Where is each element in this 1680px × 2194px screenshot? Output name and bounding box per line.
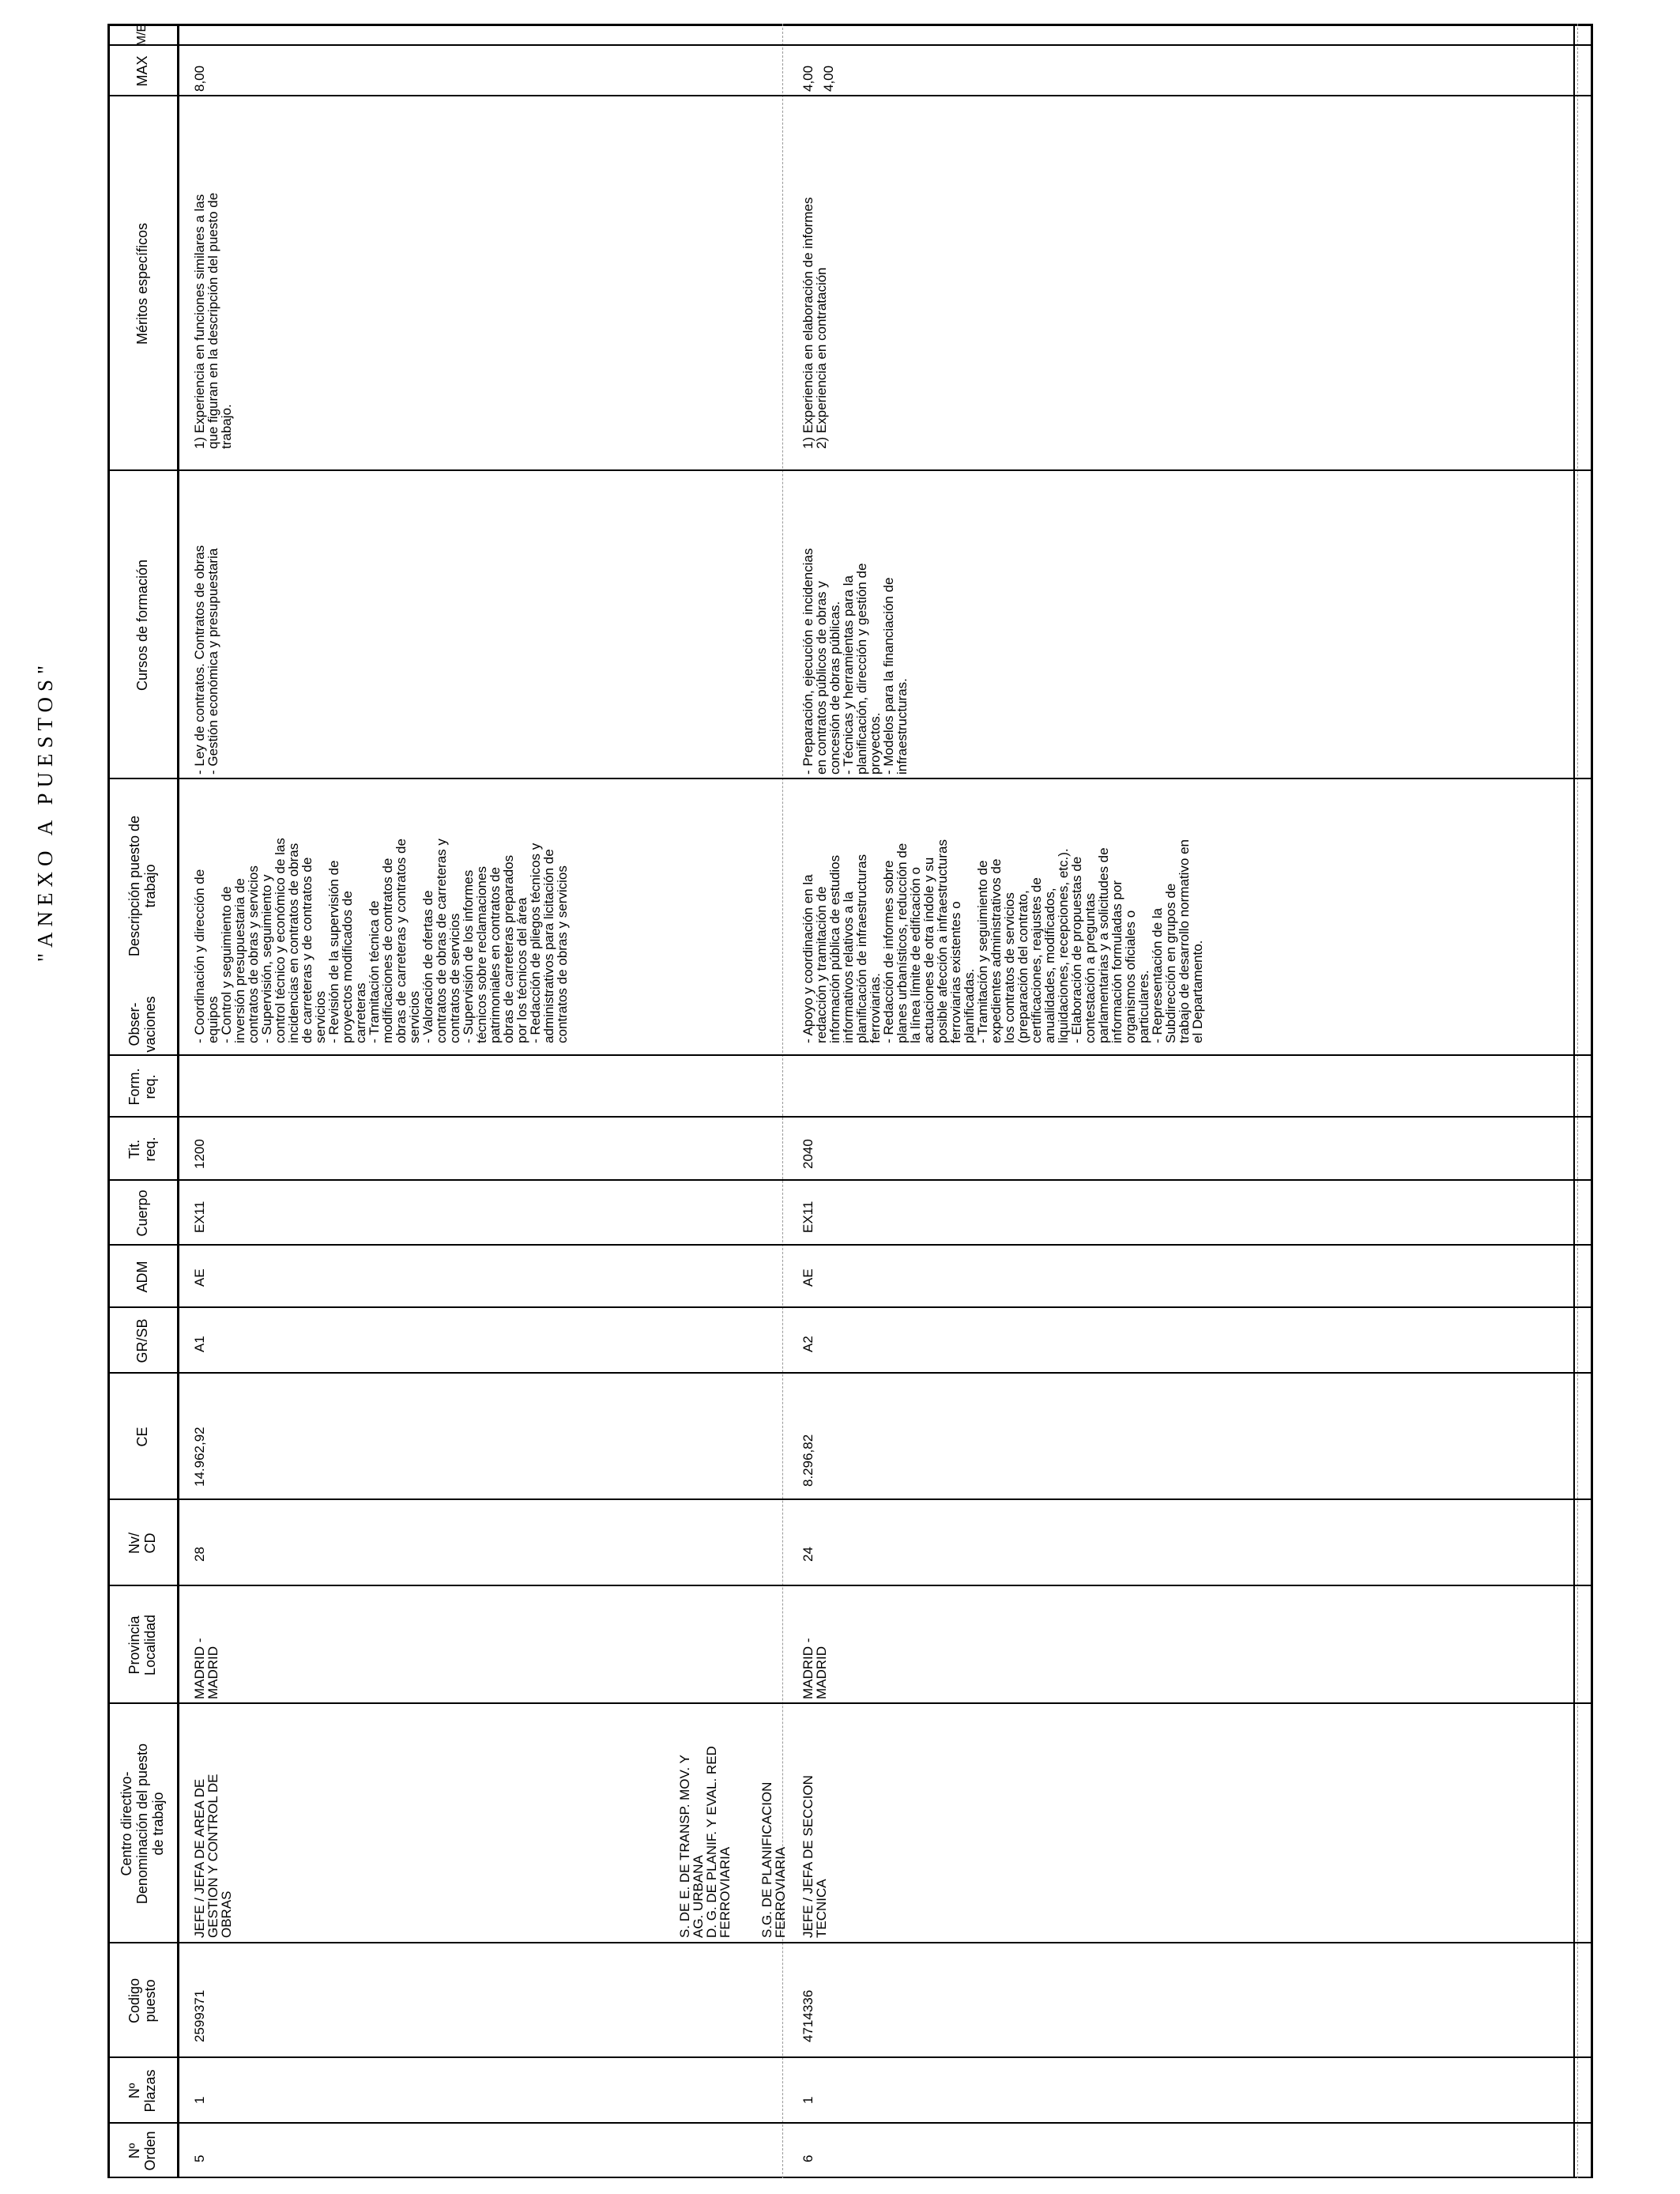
column-divider — [107, 2122, 1593, 2124]
row2-cursos: - Preparación, ejecución e incidencias en contratos públicos de obras y concesión de obras públicas. - Técnicas y herramientas para la planificación, dirección y gestión de proyectos. - Modelos para la financiación de infraestructuras. — [800, 548, 910, 775]
header-grupo: GR/SB — [134, 1318, 150, 1363]
subdireccion-heading: S.G. DE PLANIFICACION FERROVIARIA — [759, 1781, 788, 1938]
header-titulacion: Tit. req. — [126, 1137, 158, 1162]
row-dashed-separator — [1577, 24, 1578, 2178]
row2-cuerpo: EX11 — [800, 1201, 816, 1233]
column-divider — [107, 1116, 1593, 1118]
header-divider — [177, 24, 179, 2178]
column-divider — [107, 1179, 1593, 1181]
column-divider — [107, 1585, 1593, 1586]
row2-max-2: 4,00 — [821, 65, 836, 92]
table-frame — [107, 24, 1593, 2178]
row1-descripcion: - Coordinación y dirección de equipos - Control y seguimiento de inversión presupuestaria de contratos de obras y servicios - Supervisión, seguimiento y control técnico y económico de las incidencias en contratos de obras de carreteras y de contratos de servicios - Revisión de la supervisión de proyectos modificados de carreteras - Tramitación técnica de modificaciones de contratos de obras de carreteras y contratos de servicios - Valoración de ofertas de contratos de obras de carreteras y contratos de servicios - Supervisión de los informes técnicos sobre reclamaciones patrimoniales en contratos de obras de carreteras preparados por los técnicos del área - Redacción de pliegos técnicos y administrativos para licitación de contratos de obras y servicios — [192, 838, 570, 1043]
column-divider — [107, 1054, 1593, 1056]
row1-orden: 5 — [192, 2154, 207, 2162]
row1-provincia: MADRID - MADRID — [192, 1638, 220, 1699]
column-divider — [107, 469, 1593, 471]
column-divider — [107, 1942, 1593, 1943]
row2-plazas: 1 — [800, 2096, 816, 2104]
row2-ce: 8.296,82 — [800, 1434, 816, 1487]
row2-grupo: A2 — [800, 1336, 816, 1352]
row1-plazas: 1 — [192, 2096, 207, 2104]
row2-codigo: 4714336 — [800, 1989, 816, 2042]
row2-max-1: 4,00 — [800, 65, 816, 92]
row2-titulacion: 2040 — [800, 1139, 816, 1169]
row2-meritos: 1) Experiencia en elaboración de informes 2) Experiencia en contratación — [800, 197, 829, 449]
row2-provincia: MADRID - MADRID — [800, 1638, 829, 1699]
header-cursos: Cursos de formación — [134, 559, 150, 692]
row1-adm: AE — [192, 1269, 207, 1287]
row2-orden: 6 — [800, 2154, 816, 2162]
row-divider — [1573, 24, 1575, 2178]
header-centro: Centro directivo- Denominación del puesto de trabajo — [119, 1743, 166, 1905]
header-ce: CE — [134, 1427, 150, 1447]
header-plazas: Nº Plazas — [126, 2069, 158, 2113]
row1-ce: 14.962,92 — [192, 1427, 207, 1487]
header-cuerpo: Cuerpo — [134, 1189, 150, 1237]
column-divider — [107, 1306, 1593, 1308]
row2-descripcion: - Apoyo y coordinación en la redacción y tramitación de información pública de estudios informativos relativos a la planificación de infraestructuras ferroviarias. - Redacción de informes sobre planes urbanísticos, reducción de la línea límite de edificación o actuaciones de otra índole y su posible afección a infraestructuras ferroviarias existentes o planificadas. - Tramitación y seguimiento de expedientes administrativos de los contratos de servicios (preparación del contrato, certificaciones, reajustes de anualidades, modificados, liquidaciones, recepciones, etc.). - Elaboración de propuestas de contestación a preguntas parlamentarias y a solicitudes de información formuladas por organismos oficiales o particulares. - Representación de la Subdirección en grupos de trabajo de desarrollo normativo en el Departamento. — [800, 839, 1205, 1043]
column-divider — [107, 95, 1593, 96]
header-observaciones: Obser- vaciones — [126, 996, 158, 1053]
row1-grupo: A1 — [192, 1336, 207, 1352]
header-me: M/E — [135, 23, 149, 47]
row1-nivel: 28 — [192, 1547, 207, 1562]
column-divider — [107, 1702, 1593, 1704]
row1-denominacion: JEFE / JEFA DE AREA DE GESTION Y CONTROL DE OBRAS — [192, 1774, 234, 1938]
column-divider — [107, 1372, 1593, 1374]
header-formacion: Form. req. — [126, 1068, 158, 1106]
header-provincia: Provincia Localidad — [126, 1614, 158, 1676]
row1-cursos: - Ley de contratos. Contratos de obras - Gestión económica y presupuestaria — [192, 545, 220, 775]
document-title: "ANEXO A PUESTOS" — [33, 659, 57, 963]
row1-codigo: 2599371 — [192, 1989, 207, 2042]
centro-directivo-heading: S. DE E. DE TRANSP. MOV. Y AG. URBANA D. G. DE PLANIF. Y EVAL. RED FERROVIARIA — [677, 1746, 733, 1938]
header-nivel: Nv/ CD — [126, 1532, 158, 1554]
row2-nivel: 24 — [800, 1547, 816, 1562]
row1-cuerpo: EX11 — [192, 1201, 207, 1233]
row1-titulacion: 1200 — [192, 1139, 207, 1169]
row1-max: 8,00 — [192, 65, 207, 92]
header-codigo: Codigo puesto — [126, 1977, 158, 2024]
row1-meritos: 1) Experiencia en funciones similares a las que figuran en la descripción del puesto de trabajo. — [192, 192, 234, 449]
header-orden: Nº Orden — [126, 2131, 158, 2171]
row2-adm: AE — [800, 1269, 816, 1287]
column-divider — [107, 44, 1593, 46]
row2-denominacion: JEFE / JEFA DE SECCION TECNICA — [800, 1775, 829, 1938]
header-adm: ADM — [134, 1261, 150, 1293]
column-divider — [107, 778, 1593, 779]
header-descripcion: Descripción puesto de trabajo — [126, 815, 158, 957]
column-divider — [107, 1244, 1593, 1246]
column-divider — [107, 1498, 1593, 1500]
header-max: MAX — [134, 55, 150, 87]
header-meritos: Méritos específicos — [134, 222, 150, 345]
column-divider — [107, 2056, 1593, 2058]
